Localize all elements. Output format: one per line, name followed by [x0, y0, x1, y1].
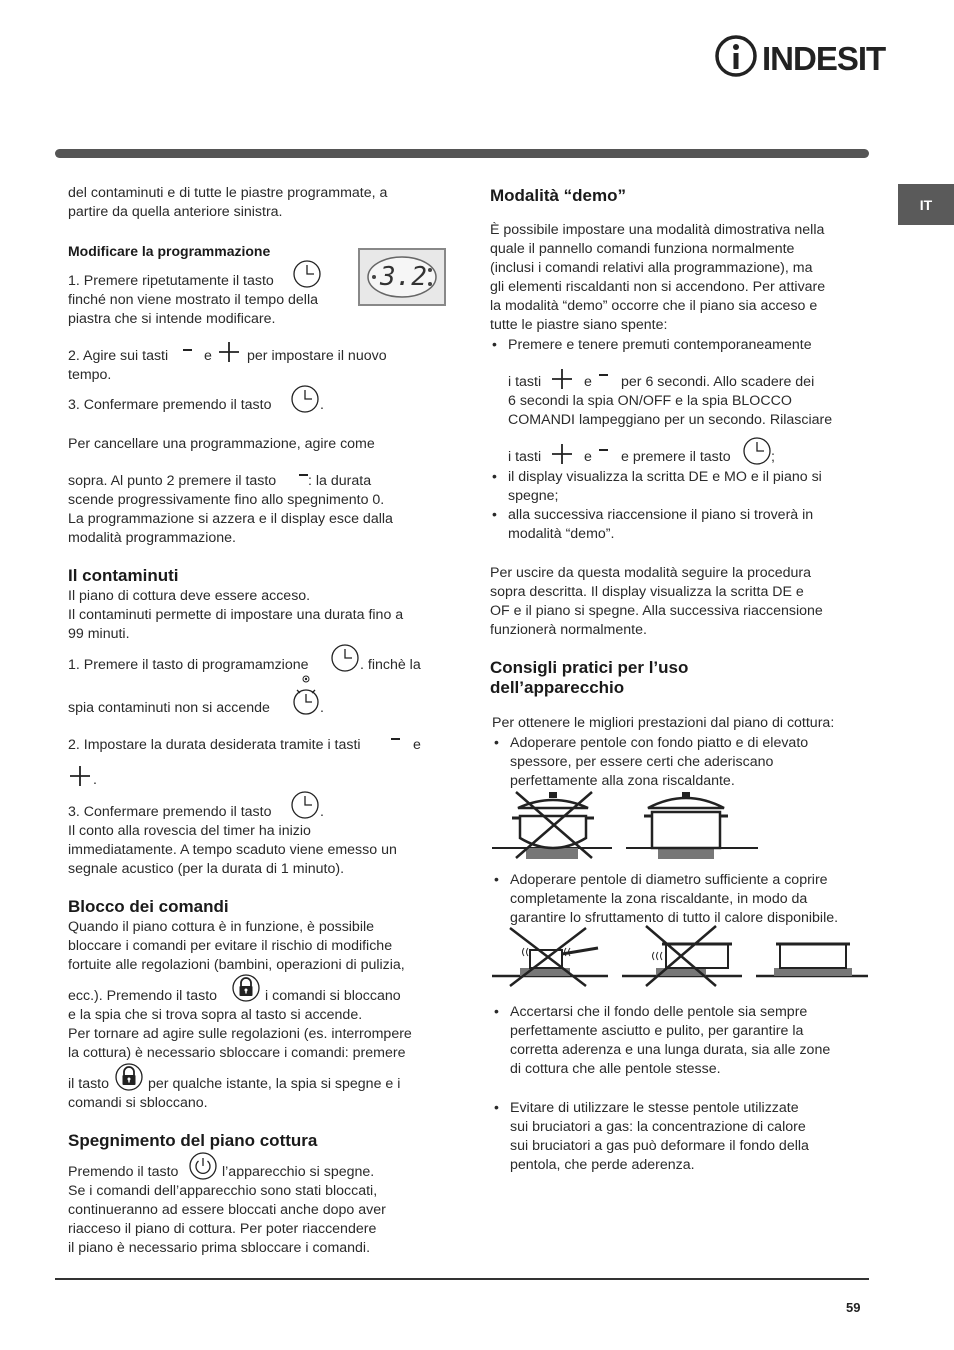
text-line: .: [93, 772, 97, 788]
section-title: Modalità “demo”: [490, 186, 627, 205]
text-line: i tasti: [508, 374, 542, 390]
section-title: Consigli pratici per l’uso: [490, 658, 689, 677]
intro-line: partire da quella anteriore sinistra.: [68, 204, 283, 220]
text-line: : la durata: [308, 473, 372, 489]
text-line: È possibile impostare una modalità dimostrativa nella: [490, 222, 825, 238]
lock-icon: [231, 973, 261, 1003]
text-line: la modalità “demo” occorre che il piano sia acceso e: [490, 298, 818, 314]
text-line: garantire lo sfruttamento di tutto il calore disponibile.: [510, 910, 839, 926]
text-line: 1. Premere ripetutamente il tasto: [68, 273, 274, 289]
plus-icon: [551, 368, 573, 390]
text-line: spia contaminuti non si accende: [68, 700, 270, 716]
text-line: Adoperare pentole con fondo piatto e di elevato: [510, 735, 809, 751]
text-line: per impostare il nuovo: [247, 348, 387, 364]
text-line: gli elementi riscaldanti non si accendono. Per attivare: [490, 279, 826, 295]
text-line: l’apparecchio si spegne.: [222, 1164, 375, 1180]
text-line: Premendo il tasto: [68, 1164, 179, 1180]
text-line: 3. Confermare premendo il tasto: [68, 804, 272, 820]
text-line: la cottura) è necessario sbloccare i comandi: premere: [68, 1045, 406, 1061]
text-line: modalità “demo”.: [508, 526, 615, 542]
text-line: completamente la zona riscaldante, in modo da: [510, 891, 808, 907]
text-line: bloccare i comandi per evitare il rischio di modifiche: [68, 938, 393, 954]
text-line: Evitare di utilizzare le stesse pentole utilizzate: [510, 1100, 799, 1116]
indesit-logo: [714, 34, 886, 78]
display-value: 3.2: [380, 262, 427, 292]
header-bar: [55, 149, 869, 158]
text-line: Per tornare ad agire sulle regolazioni (es. interrompere: [68, 1026, 412, 1042]
text-line: sui bruciatori a gas: la concentrazione di calore: [510, 1119, 806, 1135]
language-tab: IT: [898, 184, 954, 225]
text-line: e: [584, 449, 592, 465]
text-line: perfettamente asciutto e pulito, per garantire la: [510, 1023, 804, 1039]
text-line: alla successiva riaccensione il piano si troverà in: [508, 507, 814, 523]
section-title: Il contaminuti: [68, 566, 179, 585]
text-line: sopra. Al punto 2 premere il tasto: [68, 473, 277, 489]
text-line: il piano è necessario prima sbloccare i comandi.: [68, 1240, 371, 1256]
text-line: Per ottenere le migliori prestazioni dal piano di cottura:: [492, 715, 835, 731]
intro-line: del contaminuti e di tutte le piastre programmate, a: [68, 185, 388, 201]
section-title: Spegnimento del piano cottura: [68, 1131, 318, 1150]
text-line: sui bruciatori a gas può deformare il fondo della: [510, 1138, 809, 1154]
timer-icon: [291, 674, 321, 718]
minus-icon: [598, 444, 610, 456]
text-line: Se i comandi dell’apparecchio sono stati bloccati,: [68, 1183, 378, 1199]
text-line: tempo.: [68, 367, 112, 383]
text-line: 2. Agire sui tasti: [68, 348, 169, 364]
text-line: 99 minuti.: [68, 626, 130, 642]
text-line: e: [584, 374, 592, 390]
text-line: per 6 secondi. Allo scadere dei: [621, 374, 815, 390]
bullet: •: [492, 468, 497, 484]
text-line: COMANDI lampeggiano per un secondo. Rilasciare: [508, 412, 833, 428]
text-line: Accertarsi che il fondo delle pentole sia sempre: [510, 1004, 808, 1020]
text-line: spegne;: [508, 488, 559, 504]
bullet: •: [494, 734, 499, 750]
text-line: .: [320, 804, 324, 820]
text-line: . finchè la: [360, 657, 421, 673]
plus-icon: [218, 341, 240, 363]
text-line: (inclusi i comandi relativi alla programmazione), ma: [490, 260, 813, 276]
text-line: spessore, per essere certi che aderiscano: [510, 754, 774, 770]
text-line: continueranno ad essere bloccati anche dopo aver: [68, 1202, 386, 1218]
pan-flatness-illustration: [490, 788, 760, 864]
text-line: finché non viene mostrato il tempo della: [68, 292, 318, 308]
logo-mark-icon: [714, 34, 758, 78]
minus-icon: [390, 733, 402, 745]
section-title: Blocco dei comandi: [68, 897, 229, 916]
text-line: pentola, che perde aderenza.: [510, 1157, 695, 1173]
bullet: •: [494, 1099, 499, 1115]
text-line: modalità programmazione.: [68, 530, 236, 546]
text-line: il display visualizza la scritta DE e MO e il piano si: [508, 469, 822, 485]
pan-diameter-illustration: [490, 924, 870, 988]
text-line: OF e il piano si spegne. Alla successiva riaccensione: [490, 603, 823, 619]
bullet: •: [494, 1003, 499, 1019]
text-line: .: [320, 700, 324, 716]
text-line: segnale acustico (per la durata di 1 minuto).: [68, 861, 345, 877]
text-line: ecc.). Premendo il tasto: [68, 988, 218, 1004]
text-line: funzionerà normalmente.: [490, 622, 647, 638]
text-line: per qualche istante, la spia si spegne e i: [148, 1076, 401, 1092]
text-line: .: [320, 397, 324, 413]
text-line: e: [413, 737, 421, 753]
text-line: fortuite alle regolazioni (bambini, operazioni di pulizia,: [68, 957, 405, 973]
text-line: riacceso il piano di cottura. Per poter riaccendere: [68, 1221, 377, 1237]
text-line: ;: [771, 449, 775, 465]
text-line: immediatamente. A tempo scaduto viene emesso un: [68, 842, 397, 858]
clock-icon: [292, 259, 322, 289]
minus-icon: [598, 369, 610, 381]
section-title: dell’apparecchio: [490, 678, 625, 697]
page-number: 59: [846, 1300, 861, 1315]
text-line: 6 secondi la spia ON/OFF e la spia BLOCCO: [508, 393, 792, 409]
text-line: i comandi si bloccano: [265, 988, 401, 1004]
text-line: piastra che si intende modificare.: [68, 311, 276, 327]
text-line: Premere e tenere premuti contemporaneamente: [508, 337, 812, 353]
clock-icon: [290, 790, 320, 820]
text-line: Il piano di cottura deve essere acceso.: [68, 588, 311, 604]
footer-rule: [55, 1278, 869, 1280]
text-line: di cottura che alle pentole stesse.: [510, 1061, 721, 1077]
text-line: e: [204, 348, 212, 364]
text-line: scende progressivamente fino allo spegnimento 0.: [68, 492, 385, 508]
text-line: quale il pannello comandi funziona normalmente: [490, 241, 795, 257]
text-line: 2. Impostare la durata desiderata tramite i tasti: [68, 737, 361, 753]
text-line: 1. Premere il tasto di programamzione: [68, 657, 309, 673]
plus-icon: [69, 765, 91, 787]
power-icon: [188, 1151, 218, 1181]
control-display: [358, 248, 446, 306]
text-line: corretta aderenza e una lunga durata, sia alle zone: [510, 1042, 831, 1058]
bullet: •: [492, 506, 497, 522]
text-line: i tasti: [508, 449, 542, 465]
text-line: e premere il tasto: [621, 449, 731, 465]
text-line: perfettamente alla zona riscaldante.: [510, 773, 735, 789]
text-line: tutte le piastre siano spente:: [490, 317, 668, 333]
text-line: Per uscire da questa modalità seguire la procedura: [490, 565, 811, 581]
text-line: il tasto: [68, 1076, 110, 1092]
text-line: comandi si sbloccano.: [68, 1095, 208, 1111]
lock-icon: [114, 1062, 144, 1092]
text-line: Quando il piano cottura è in funzione, è possibile: [68, 919, 375, 935]
clock-icon: [742, 436, 772, 466]
text-line: sopra descritta. Il display visualizza la scritta DE e: [490, 584, 804, 600]
section-subtitle: Modificare la programmazione: [68, 243, 271, 259]
text-line: e la spia che si trova sopra al tasto si accende.: [68, 1007, 363, 1023]
text-line: La programmazione si azzera e il display esce dalla: [68, 511, 393, 527]
plus-icon: [551, 443, 573, 465]
clock-icon: [330, 643, 360, 673]
brand-name: INDESIT: [762, 40, 886, 77]
text-line: Il contaminuti permette di impostare una durata fino a: [68, 607, 404, 623]
text-line: 3. Confermare premendo il tasto: [68, 397, 272, 413]
minus-icon: [182, 344, 194, 356]
clock-icon: [290, 384, 320, 414]
text-line: Per cancellare una programmazione, agire come: [68, 436, 375, 452]
text-line: Il conto alla rovescia del timer ha inizio: [68, 823, 311, 839]
text-line: Adoperare pentole di diametro sufficiente a coprire: [510, 872, 828, 888]
bullet: •: [492, 336, 497, 352]
bullet: •: [494, 871, 499, 887]
